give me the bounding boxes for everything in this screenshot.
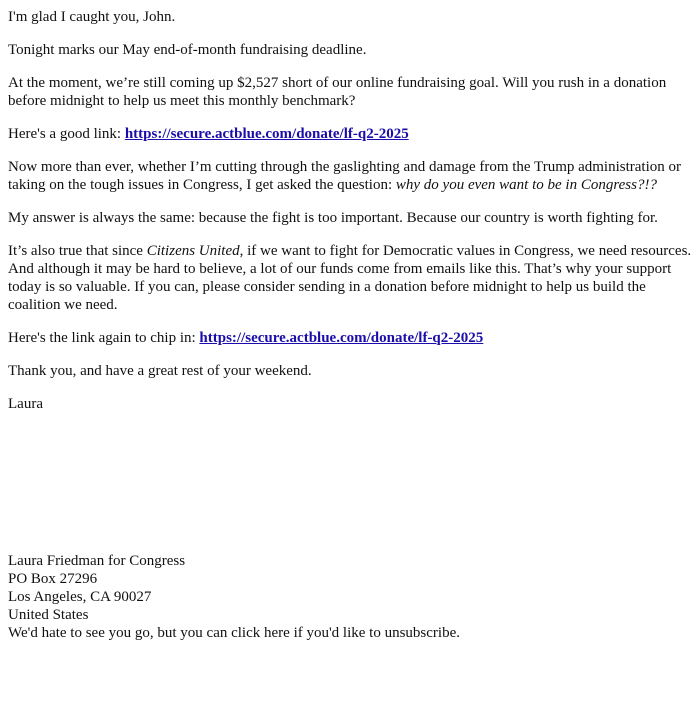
donate-link-paragraph <box>8 125 692 143</box>
greeting: I'm glad I caught you, John. <box>8 9 176 25</box>
footer-city: Los Angeles, CA 90027 <box>8 589 152 605</box>
deadline-paragraph: Tonight marks our May end-of-month fundraising deadline. <box>8 42 367 58</box>
question-text: Now more than ever, whether I’m cutting through the gaslighting and damage from the Trump administration or taking on the tough issues in Congress, I get asked the question: <box>8 159 682 193</box>
footer-po-box: PO Box 27296 <box>8 571 98 587</box>
citizens-united-paragraph <box>8 242 692 314</box>
spacer <box>8 428 692 552</box>
chip-in-link[interactable]: https://secure.actblue.com/donate/lf-q2-2025 <box>199 330 484 346</box>
cu-italic: Citizens United <box>146 243 240 259</box>
question-italic: why do you even want to be in Congress?!? <box>395 177 657 193</box>
unsubscribe-text[interactable]: We'd hate to see you go, but you can click here if you'd like to unsubscribe. <box>8 625 460 641</box>
donate-link[interactable]: https://secure.actblue.com/donate/lf-q2-2025 <box>124 126 409 142</box>
cu-text-before: It’s also true that since <box>8 243 147 259</box>
chip-in-link-paragraph <box>8 329 692 347</box>
footer <box>8 552 692 642</box>
goal-paragraph: At the moment, we’re still coming up $2,527 short of our online fundraising goal. Will you rush in a donation before midnight to help us meet this monthly benchmark? <box>8 75 667 109</box>
donate-link-prefix: Here's a good link: <box>8 126 125 142</box>
footer-org: Laura Friedman for Congress <box>8 553 186 569</box>
footer-country: United States <box>8 607 89 623</box>
question-paragraph <box>8 158 692 194</box>
thanks-paragraph: Thank you, and have a great rest of your weekend. <box>8 363 312 379</box>
chip-in-link-prefix: Here's the link again to chip in: <box>8 330 200 346</box>
cu-text-after: , if we want to fight for Democratic values in Congress, we need resources. And although it may be hard to believe, a lot of our funds come from emails like this. That’s why your support today is so valuable. If you can, please consider sending in a donation before midnight to help us build the coalition we need. <box>8 243 692 313</box>
answer-paragraph: My answer is always the same: because the fight is too important. Because our country is worth fighting for. <box>8 210 658 226</box>
signature: Laura <box>8 396 43 412</box>
